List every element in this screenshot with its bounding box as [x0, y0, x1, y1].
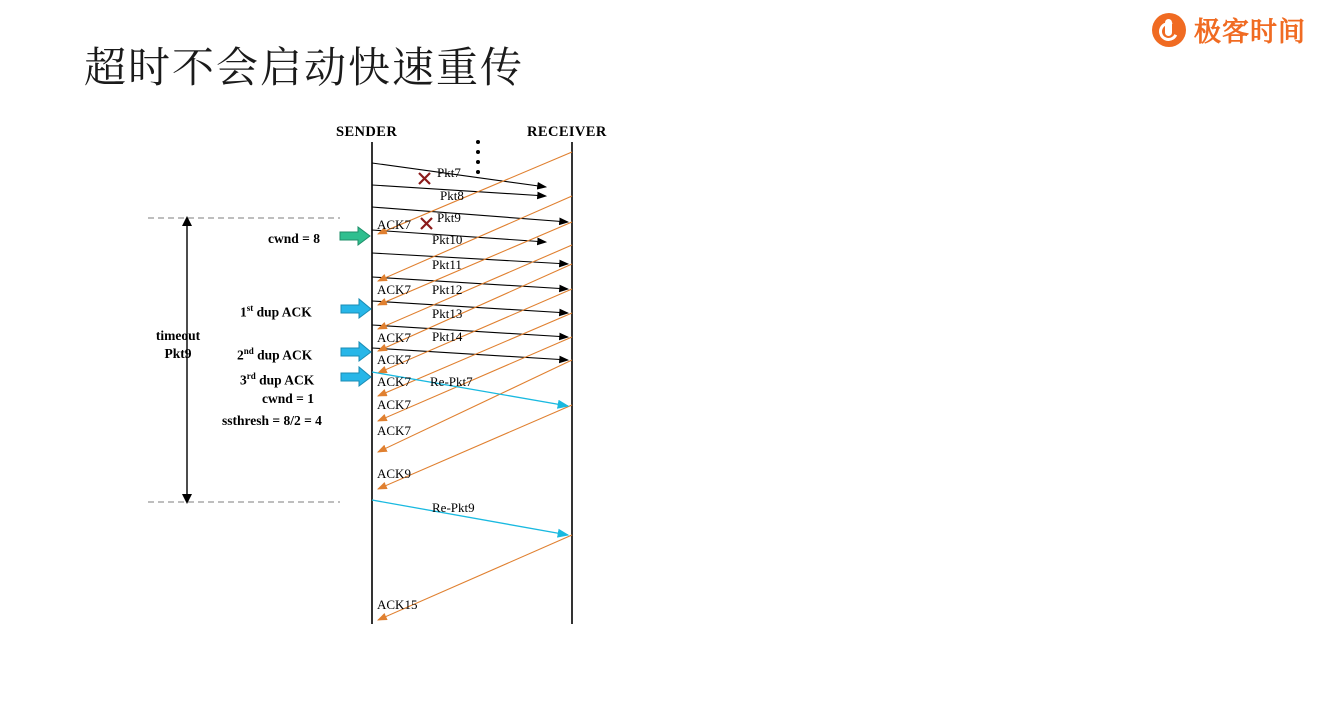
packet-label-pkt9: Pkt9	[437, 210, 461, 225]
annotation-second-dup-ack: 2nd dup ACK	[237, 346, 313, 363]
ack-label-1: ACK7	[377, 217, 411, 232]
annotation-ssthresh: ssthresh = 8/2 = 4	[222, 413, 322, 428]
ack-label-3: ACK7	[377, 330, 411, 345]
annotation-cwnd-8: cwnd = 8	[268, 231, 320, 246]
third-dup-ack-arrow-icon	[341, 367, 371, 386]
packet-label-pkt14: Pkt14	[432, 329, 463, 344]
packet-label-pkt10: Pkt10	[432, 232, 463, 247]
annotation-cwnd-1: cwnd = 1	[262, 391, 314, 406]
timeout-label-line2: Pkt9	[164, 346, 192, 361]
second-dup-ack-arrow-icon	[341, 342, 371, 361]
timeout-label-line1: timeout	[155, 328, 201, 343]
ack-arrow-2	[378, 196, 572, 281]
ack-label-2: ACK7	[377, 282, 411, 297]
retransmit-label-repkt7: Re-Pkt7	[430, 374, 473, 389]
packet-label-pkt13: Pkt13	[432, 306, 463, 321]
annotation-third-dup-ack: 3rd dup ACK	[240, 371, 315, 388]
packet-label-pkt12: Pkt12	[432, 282, 463, 297]
page-title: 超时不会启动快速重传	[84, 43, 525, 92]
cwnd-8-arrow-icon	[340, 227, 370, 245]
packet-label-pkt8: Pkt8	[440, 188, 464, 203]
ack-label-ack9: ACK9	[377, 466, 411, 481]
geekbang-logo-text: 极客时间	[1194, 17, 1306, 48]
ack-label-5: ACK7	[377, 374, 411, 389]
receiver-column-label: RECEIVER	[527, 124, 607, 140]
packet-arrow-pkt11	[372, 253, 568, 264]
lost-marker-pkt9	[421, 218, 432, 229]
packet-label-pkt7: Pkt7	[437, 165, 461, 180]
ack-label-7: ACK7	[377, 423, 411, 438]
first-dup-ack-arrow-icon	[341, 299, 371, 318]
ack-label-4: ACK7	[377, 352, 411, 367]
packet-arrow-pkt13	[372, 301, 568, 313]
ack-label-6: ACK7	[377, 397, 411, 412]
lost-marker-pkt7	[419, 173, 430, 184]
packet-label-pkt11: Pkt11	[432, 257, 462, 272]
retransmit-label-repkt9: Re-Pkt9	[432, 500, 475, 515]
sender-column-label: SENDER	[336, 124, 398, 140]
annotation-first-dup-ack: 1st dup ACK	[240, 303, 312, 320]
ack-label-ack15: ACK15	[377, 597, 418, 612]
